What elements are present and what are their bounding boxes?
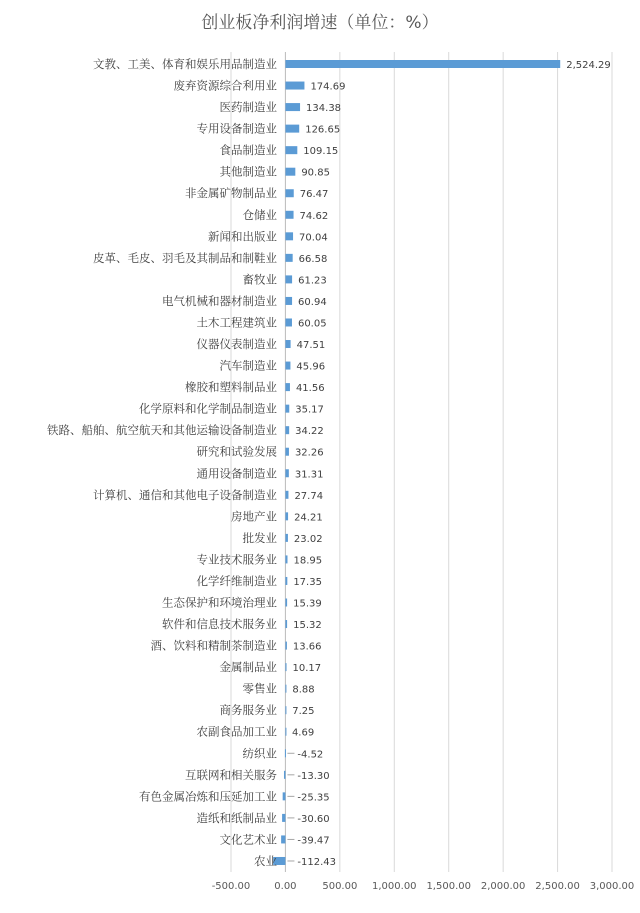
bar: [285, 232, 293, 240]
category-label: 零售业: [242, 681, 277, 696]
bar: [285, 512, 288, 520]
bar: [285, 297, 292, 305]
x-tick-label: 2,000.00: [480, 881, 526, 892]
data-label: 24.21: [294, 512, 323, 524]
bar: [284, 771, 285, 779]
data-label: 74.62: [299, 210, 329, 222]
data-label: -4.52: [297, 749, 324, 761]
bar: [285, 211, 293, 219]
bar: [285, 469, 288, 477]
category-label: 软件和信息技术服务业: [162, 617, 277, 632]
category-label: 医药制造业: [219, 100, 277, 115]
data-label: 15.32: [293, 620, 322, 632]
category-label: 专业技术服务业: [196, 552, 277, 567]
bar: [285, 362, 290, 370]
category-label: 专用设备制造业: [196, 121, 277, 136]
bar: [285, 189, 293, 197]
x-tick-label: 0.00: [274, 881, 297, 892]
bar: [285, 275, 292, 283]
data-label: 34.22: [295, 426, 324, 438]
bar: [285, 426, 289, 434]
data-label: 66.58: [298, 253, 328, 265]
bar: [285, 620, 287, 628]
data-label: 31.31: [294, 469, 324, 481]
data-label: 23.02: [293, 533, 323, 545]
category-label: 其他制造业: [219, 164, 277, 179]
bar: [285, 448, 289, 456]
data-label: -25.35: [297, 792, 330, 804]
x-tick-label: 1,500.00: [426, 881, 471, 892]
category-label: 仓储业: [242, 207, 277, 222]
data-label: 126.65: [305, 124, 341, 136]
x-tick-label: -500.00: [211, 881, 251, 892]
data-label: 17.35: [293, 576, 322, 588]
bar: [285, 146, 297, 154]
category-label: 汽车制造业: [219, 358, 277, 373]
bar: [285, 103, 300, 111]
data-label: 45.96: [296, 361, 326, 373]
category-label: 金属制品业: [219, 660, 277, 675]
data-label: 18.95: [293, 555, 323, 567]
data-label: 174.69: [310, 81, 346, 93]
data-label: 60.94: [298, 296, 327, 308]
x-tick-label: 500.00: [322, 881, 358, 892]
bar: [283, 792, 286, 800]
category-label: 通用设备制造业: [196, 466, 277, 481]
bar: [285, 383, 290, 391]
category-label: 化学原料和化学制品制造业: [139, 401, 277, 416]
category-label: 商务服务业: [219, 703, 277, 718]
category-label: 有色金属冶炼和压延加工业: [139, 789, 277, 804]
category-label: 互联网和相关服务: [185, 767, 277, 782]
data-label: 10.17: [292, 663, 322, 675]
data-label: -13.30: [297, 770, 330, 782]
category-label: 土木工程建筑业: [196, 315, 277, 330]
data-label: 47.51: [296, 340, 326, 352]
bar: [285, 706, 286, 714]
category-label: 非金属矿物制品业: [185, 186, 277, 201]
category-label: 文教、工美、体育和娱乐用品制造业: [93, 57, 277, 71]
category-label: 计算机、通信和其他电子设备制造业: [93, 487, 277, 502]
data-label: 134.38: [306, 103, 342, 115]
bar: [285, 491, 288, 499]
bar: [285, 60, 560, 68]
data-label: -39.47: [297, 835, 330, 847]
category-label: 农业: [254, 853, 277, 868]
category-label: 农副食品加工业: [196, 724, 277, 739]
data-label: 109.15: [303, 146, 339, 158]
data-label: 76.47: [299, 189, 329, 201]
bar: [285, 685, 286, 693]
data-label: 61.23: [298, 275, 327, 287]
data-label: 7.25: [292, 706, 315, 718]
bar: [285, 318, 292, 326]
data-label: 70.04: [299, 232, 328, 244]
category-label: 造纸和纸制品业: [196, 810, 277, 825]
x-tick-label: 1,000.00: [372, 881, 417, 892]
category-label: 纺织业: [242, 746, 277, 761]
bar: [285, 663, 286, 671]
bar: [282, 814, 285, 822]
data-label: 15.39: [293, 598, 322, 610]
data-label: 60.05: [297, 318, 327, 330]
data-label: -112.43: [297, 856, 337, 868]
bar: [285, 642, 286, 650]
data-label: -30.60: [297, 813, 330, 825]
data-label: 32.26: [294, 447, 324, 459]
category-label: 生态保护和环境治理业: [162, 595, 277, 610]
bar: [285, 599, 287, 607]
category-label: 化学纤维制造业: [196, 573, 277, 588]
category-label: 铁路、船舶、航空航天和其他运输设备制造业: [47, 423, 277, 438]
bar: [285, 168, 295, 176]
category-label: 废弃资源综合利用业: [173, 78, 277, 93]
bar: [285, 82, 304, 90]
bar: [285, 728, 286, 736]
category-label: 仪器仪表制造业: [196, 337, 277, 352]
data-label: 8.88: [292, 684, 315, 696]
x-tick-label: 3,000.00: [589, 881, 635, 892]
category-label: 畜牧业: [242, 272, 277, 287]
category-label: 酒、饮料和精制茶制造业: [150, 638, 277, 653]
category-label: 食品制造业: [219, 143, 277, 158]
bar: [285, 577, 287, 585]
bar: [285, 749, 286, 757]
bar: [285, 405, 289, 413]
category-label: 批发业: [242, 530, 277, 545]
bar: [285, 254, 292, 262]
data-label: 35.17: [295, 404, 324, 416]
category-label: 房地产业: [231, 509, 277, 524]
data-label: 90.85: [301, 167, 330, 179]
x-tick-label: 2,500.00: [535, 881, 580, 892]
bar: [285, 555, 287, 563]
data-label: 41.56: [295, 383, 325, 395]
category-label: 皮革、毛皮、羽毛及其制品和制鞋业: [93, 250, 277, 265]
data-label: 2,524.29: [566, 60, 611, 71]
category-label: 文化艺术业: [219, 832, 277, 847]
category-label: 橡胶和塑料制品业: [185, 380, 277, 395]
chart-title: 创业板净利润增速（单位：%）: [201, 13, 439, 33]
data-label: 4.69: [291, 727, 315, 739]
bar: [281, 835, 285, 843]
category-label: 新闻和出版业: [208, 229, 277, 244]
data-label: 13.66: [292, 641, 322, 653]
data-label: 27.74: [294, 490, 324, 502]
category-label: 研究和试验发展: [196, 444, 277, 459]
category-label: 电气机械和器材制造业: [162, 293, 277, 308]
bar: [285, 534, 288, 542]
bar: [285, 125, 299, 133]
bar: [285, 340, 290, 348]
